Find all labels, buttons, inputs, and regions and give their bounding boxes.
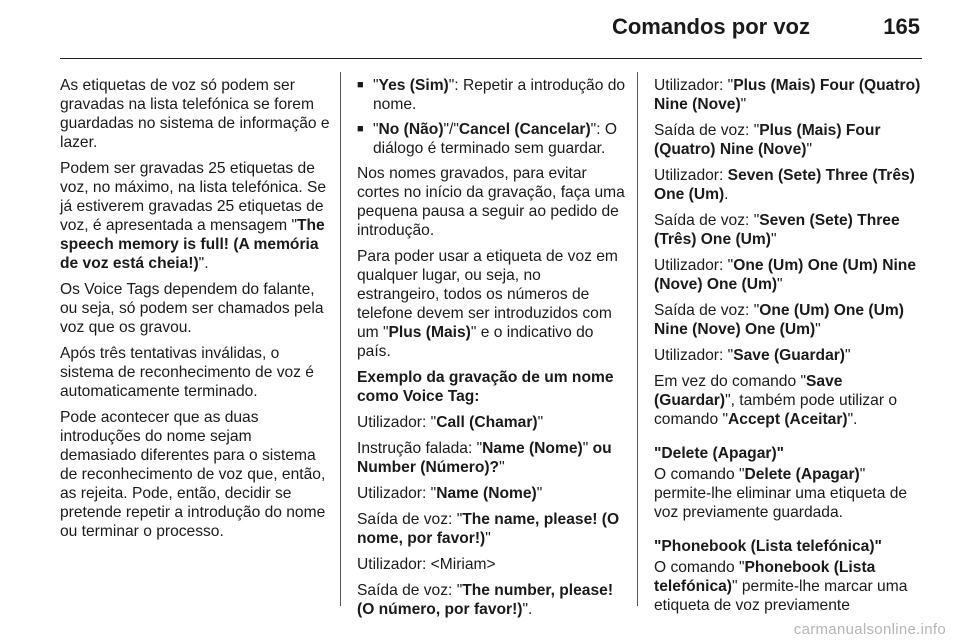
section-heading-delete: "Delete (Apagar)"	[654, 445, 785, 462]
column-divider-1	[340, 72, 341, 606]
paragraph	[60, 159, 330, 273]
paragraph: Pode acontecer que as duas introduções do nome sejam demasiado diferentes para o sistema de reconhecimento de voz que, então, as rejeita. Pode, então, decidir se pretende repetir a introdução do nome ou terminar o processo.	[60, 409, 326, 540]
dialog-line: Instrução falada: "Name (Nome)" ou Number (Número)?"	[357, 440, 612, 476]
bullet-icon: ■	[357, 79, 364, 91]
bold-text: The speech memory is full! (A memória de voz está cheia!)	[60, 217, 325, 272]
page-title: Comandos por voz	[611, 14, 810, 39]
list-item	[357, 76, 627, 114]
text: Podem ser gravadas 25 etiquetas de voz, no máximo, na lista telefónica. Se já estiverem gravadas 25 etiquetas de voz, é apresentada a mensagem "	[60, 160, 327, 234]
paragraph: Após três tentativas inválidas, o sistema de reconhecimento de voz é automaticamente terminado.	[60, 345, 314, 400]
column-2	[357, 76, 627, 626]
paragraph: Nos nomes gravados, para evitar cortes no início da gravação, faça uma pequena pausa a seguir ao pedido de introdução.	[357, 165, 625, 239]
dialog-line: Saída de voz: "The number, please! (O número, por favor!)".	[357, 582, 614, 618]
dialog-line: Utilizador: "Plus (Mais) Four (Quatro) Nine (Nove)"	[654, 77, 921, 113]
dialog-line: Utilizador: <Miriam>	[357, 556, 496, 573]
section-heading: Exemplo da gravação de um nome como Voice Tag:	[357, 369, 614, 405]
dialog-line: Utilizador: "Save (Guardar)"	[654, 347, 851, 364]
text: ".	[198, 255, 209, 272]
dialog-line: Utilizador: "Call (Chamar)"	[357, 414, 544, 431]
section-heading-phonebook: "Phonebook (Lista telefónica)"	[654, 538, 882, 555]
paragraph: Em vez do comando "Save (Guardar)", também pode utilizar o comando "Accept (Aceitar)".	[654, 373, 898, 428]
column-1	[60, 76, 330, 548]
spacer	[654, 436, 924, 444]
paragraph: O comando "Phonebook (Lista telefónica)" permite-lhe marcar uma etiqueta de voz previamente	[654, 559, 908, 614]
dialog-line: Utilizador: "Name (Nome)"	[357, 485, 543, 502]
paragraph: As etiquetas de voz só podem ser gravadas na lista telefónica se forem guardadas no sistema de informação e lazer.	[60, 77, 330, 151]
bullet-icon: ■	[357, 123, 364, 135]
dialog-line: Saída de voz: "The name, please! (O nome, por favor!)"	[357, 511, 620, 547]
dialog-line: Utilizador: "One (Um) One (Um) Nine (Nove) One (Um)"	[654, 257, 917, 293]
dialog-line: Saída de voz: "Seven (Sete) Three (Três) One (Um)"	[654, 212, 900, 248]
watermark: carmanualsonline.info	[793, 621, 946, 638]
header-rule	[60, 58, 922, 59]
column-3	[654, 76, 924, 622]
list-item	[357, 120, 627, 158]
list-item-text: "Yes (Sim)": Repetir a introdução do nome.	[373, 77, 626, 113]
paragraph: Os Voice Tags dependem do falante, ou seja, só podem ser chamados pela voz que os gravou.	[60, 281, 324, 336]
page-number: 165	[883, 14, 920, 39]
column-divider-2	[637, 72, 638, 606]
paragraph: O comando "Delete (Apagar)" permite-lhe eliminar uma etiqueta de voz previamente guardada.	[654, 466, 908, 521]
dialog-line: Utilizador: Seven (Sete) Three (Três) One (Um).	[654, 167, 915, 203]
spacer	[654, 529, 924, 537]
dialog-line: Saída de voz: "One (Um) One (Um) Nine (Nove) One (Um)"	[654, 302, 904, 338]
list-item-text: "No (Não)"/"Cancel (Cancelar)": O diálogo é terminado sem guardar.	[373, 121, 617, 157]
paragraph: Para poder usar a etiqueta de voz em qualquer lugar, ou seja, no estrangeiro, todos os números de telefone devem ser introduzidos com um "Plus (Mais)" e o indicativo do país.	[357, 248, 618, 360]
dialog-line: Saída de voz: "Plus (Mais) Four (Quatro) Nine (Nove)"	[654, 122, 881, 158]
